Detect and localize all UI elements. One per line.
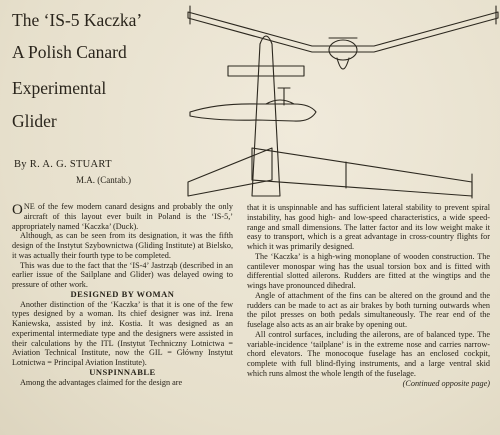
article-subtitle-line1: A Polish Canard — [12, 42, 127, 62]
paragraph: Angle of attachment of the fins can be altered on the ground and the rudders can be made to act as air brakes by both turning outwards when the pilot presses on both pedals simultaneously. The rear end of the fuselage also acts as an air brake by opening out. — [247, 290, 490, 329]
side-view-canopy — [266, 100, 294, 104]
front-view-wing — [188, 12, 498, 52]
paragraph: Another distinction of the ‘Kaczka’ is that it is one of the few types designed by a woman. Its chief designer was inż. Irena Kaniewska, assisted by inż. Kostia. It was designed as an experimental intermediate type and the designers were assisted in their calculations by the ITL (Instytut Techniczny Lotnictwa = Aviation Technical Institute, now the GIL = Główny Instytut Lotnictwa = Principal Aviation Institute). — [12, 299, 233, 367]
article-title: The ‘IS-5 Kaczka’ — [12, 10, 143, 30]
three-view-drawing — [186, 0, 500, 200]
paragraph: The ‘Kaczka’ is a high-wing monoplane of wooden construction. The cantilever monospar wing has the usual torsion box and is fitted with differential slotted ailerons. Rudders are fitted at the wingtips and the wings have pronounced dihedral. — [247, 251, 490, 290]
section-heading: UNSPINNABLE — [89, 366, 156, 377]
paragraph: Among the advantages claimed for the design are — [20, 377, 183, 387]
side-view-fuselage — [190, 104, 316, 121]
author-byline: By R. A. G. STUART — [14, 159, 112, 170]
continued-note: (Continued opposite page) — [402, 378, 490, 388]
paragraph: that it is unspinnable and has sufficient lateral stability to prevent spiral instability, has good high- and low-speed characteristics, a wide speed-range and small dimensions. The latter factor and its low weight make it easy to transport, which is a great advantage in cross-country flights for which it was primarily designed. — [247, 203, 490, 251]
article-column-left — [12, 202, 233, 387]
paragraph-final-text: All control surfaces, including the ailerons, are of balanced type. The variable-incidence ‘tailplane’ is in the extreme nose and carries narrow-chord elevators. The monocoque fuselage has an enclosed cockpit, complete with full blind-flying instruments, and a large ventral skid which runs almost the whole length of the fuselage. — [247, 329, 490, 378]
paragraph: Although, as can be seen from its designation, it was the fifth design of the Instytut Szybownictwa (Gliding Institute) at Bielsko, it was actually their fourth type to be completed. — [12, 231, 233, 260]
paragraph-intro — [12, 202, 233, 231]
article-subtitle-line2: Experimental — [12, 78, 107, 98]
paragraph: This was due to the fact that the ‘IS-4’ Jastrząb (described in an earlier issue of the Sailplane and Glider) was delayed owing to pressure of other work. — [12, 260, 233, 289]
front-view-fuselage — [329, 40, 357, 60]
paragraph-intro-text: NE of the few modern canard designs and probably the only aircraft of this layout ever built in Poland is the ‘IS-5,’ appropriately named ‘Kaczka’ (Duck). — [12, 202, 233, 231]
article-column-right — [247, 203, 490, 388]
drop-cap: O — [12, 202, 23, 218]
article-subtitle-line3: Glider — [12, 111, 57, 131]
section-heading: DESIGNED BY WOMAN — [70, 288, 175, 299]
paragraph-final — [247, 329, 490, 388]
plan-view-wing — [252, 148, 472, 196]
plan-view-fuselage — [252, 36, 280, 196]
plan-view-foreplane — [228, 66, 304, 76]
author-credentials: M.A. (Cantab.) — [76, 175, 131, 185]
